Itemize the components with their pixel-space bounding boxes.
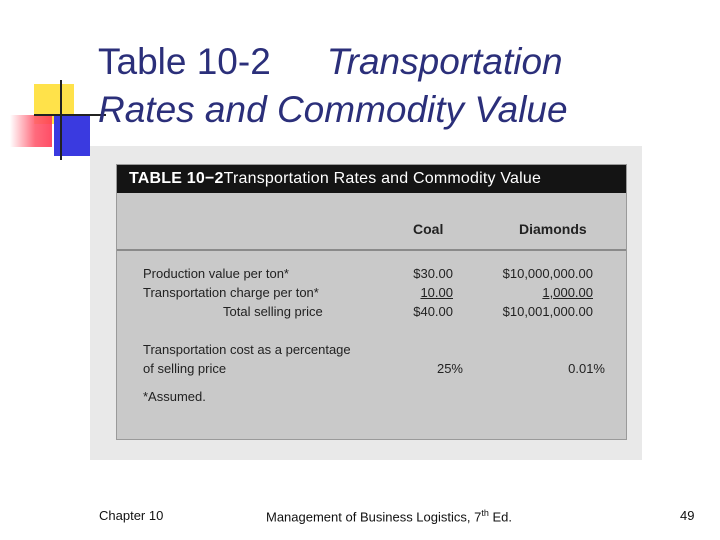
footer-book-sup: th <box>481 508 489 518</box>
cell-diamonds-production: $10,000,000.00 <box>502 266 593 281</box>
cell-diamonds-pct: 0.01% <box>568 361 605 376</box>
footer-book-text: Management of Business Logistics, 7 <box>266 509 482 525</box>
cell-diamonds-total: $10,001,000.00 <box>502 304 593 319</box>
cell-coal-total: $40.00 <box>413 304 453 319</box>
cell-coal-production: $30.00 <box>413 266 453 281</box>
decor-vertical-line <box>60 80 62 160</box>
table-header <box>117 165 626 193</box>
table-caption: Transportation Rates and Commodity Value <box>223 170 542 187</box>
table-footnote: *Assumed. <box>143 389 206 404</box>
rates-table <box>116 164 627 440</box>
footer-chapter: Chapter 10 <box>99 508 164 523</box>
column-header-diamonds: Diamonds <box>519 221 587 237</box>
title-part-1: Table 10-2 <box>98 41 271 82</box>
decor-red-square <box>10 115 52 147</box>
row-label-total: Total selling price <box>223 304 323 319</box>
cell-coal-pct: 25% <box>436 361 463 376</box>
footer-page-number: 49 <box>680 508 695 523</box>
footer-book-tail: Ed. <box>488 509 512 525</box>
column-header-coal: Coal <box>413 221 444 237</box>
column-header-row <box>117 193 626 251</box>
decor-horizontal-line <box>34 114 106 116</box>
pct-label-line-1: Transportation cost as a percentage <box>143 342 351 357</box>
cell-diamonds-transport: 1,000.00 <box>542 285 593 300</box>
row-label-production: Production value per ton* <box>143 266 289 281</box>
title-part-2: Transportation <box>326 41 563 82</box>
pct-label-line-2: of selling price <box>143 361 227 376</box>
table-number: TABLE 10−2 <box>129 170 224 187</box>
title-part-3: Rates and Commodity Value <box>98 89 568 130</box>
footer-book-title <box>266 508 512 524</box>
cell-coal-transport: 10.00 <box>420 285 453 300</box>
row-label-transport: Transportation charge per ton* <box>143 285 319 300</box>
slide-title <box>98 38 698 134</box>
